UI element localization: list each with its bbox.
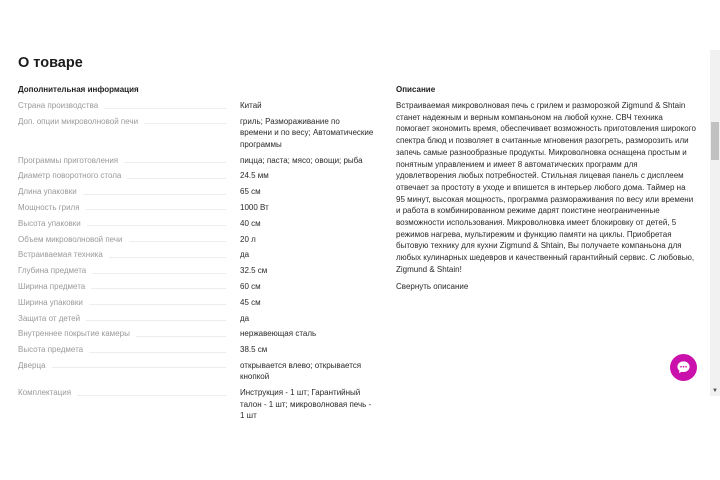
spec-row [18,170,374,182]
spec-value: 1000 Вт [240,202,269,212]
spec-label-cell [18,116,232,128]
spec-label-cell [18,100,232,112]
spec-row [18,116,374,151]
spec-label: Диаметр поворотного стола [18,171,122,181]
spec-label-cell [18,328,232,340]
spec-row [18,100,374,112]
spec-row [18,344,374,356]
spec-row [18,313,374,325]
spec-label-cell [18,249,232,261]
leader-line [89,351,226,353]
spec-label: Доп. опции микроволновой печи [18,116,139,126]
spec-row [18,387,374,422]
spec-label-cell [18,297,232,309]
spec-row [18,218,374,230]
spec-label: Высота упаковки [18,218,81,228]
spec-label-cell [18,281,232,293]
leader-line [104,107,226,109]
leader-line [77,394,226,396]
spec-label: Мощность гриля [18,202,80,212]
spec-row [18,360,374,383]
spec-value: Инструкция - 1 шт; Гарантийный талон - 1 шт; микроволновая печь - 1 шт [240,388,372,421]
spec-label: Комплектация [18,388,72,398]
spec-label-cell [18,387,232,399]
collapse-description-link[interactable]: Свернуть описание [396,281,469,291]
scrollbar[interactable] [710,50,720,396]
spec-label-cell [18,155,232,167]
specs-section [18,84,374,426]
spec-value: Китай [240,101,262,110]
leader-line [136,335,226,337]
spec-label: Ширина упаковки [18,297,83,307]
spec-row [18,249,374,261]
spec-label: Внутреннее покрытие камеры [18,329,130,339]
description-text: Встраиваемая микроволновая печь с грилем и разморозкой Zigmund & Shtain станет надежным и верным компаньоном на любой кухне. СВЧ техника помогает экономить время, обеспечивает возможность приготовления широкого спектра блюд и позволяет в считанные мгновения разогреть, разморозить или запечь самые разнообразные продукты. Микроволновка оснащена простым и понятным управлением и имеет 8 автоматических программ для удовлетворения любых потребностей. Стильная лицевая панель с дисплеем отвечает за простоту в уходе и впишется в интерьер любого дома. Таймер на 95 минут, высокая мощность, программа размораживания по весу или времени и работа в комбинированном режиме дарят поистине неограниченные возможности использования. Микроволновка имеет блокировку от детей, 5 режимов нагрева, мультирежим и функцию памяти на циклы. Приобретая бытовую технику для кухни Zigmund & Shtain, Вы получаете компаньона для любых кулинарных шедевров и качественный гарантийный сервис. С любовью, Zigmund & Shtain! [396,101,696,274]
leader-line [109,256,226,258]
spec-label: Длина упаковки [18,187,77,197]
page-title: О товаре [18,55,83,71]
leader-line [92,272,226,274]
spec-label: Дверца [18,360,46,370]
spec-label: Встраиваемая техника [18,250,103,260]
spec-label: Ширина предмета [18,281,86,291]
spec-value: да [240,250,250,260]
leader-line [52,366,226,368]
chat-bubble-icon [676,360,691,375]
spec-row [18,297,374,309]
leader-line [124,161,226,163]
spec-label-cell [18,313,232,325]
spec-row [18,186,374,198]
spec-label: Защита от детей [18,313,81,323]
spec-label-cell [18,218,232,230]
spec-row [18,265,374,277]
scroll-down-arrow-icon[interactable]: ▼ [712,388,718,394]
leader-line [87,224,226,226]
chat-button[interactable] [670,354,697,381]
spec-label: Глубина предмета [18,266,87,276]
scrollbar-thumb[interactable] [711,122,719,160]
spec-value: пицца; паста; мясо; овощи; рыба [240,155,363,165]
leader-line [91,287,226,289]
description-section [396,84,696,294]
spec-row [18,328,374,340]
leader-line [127,177,226,179]
spec-value: 40 см [240,218,261,228]
spec-value: 65 см [240,187,261,197]
leader-line [89,303,226,305]
leader-line [129,240,227,242]
spec-label-cell [18,344,232,356]
leader-line [86,319,226,321]
spec-label-cell [18,234,232,246]
spec-label-cell [18,265,232,277]
spec-label-cell [18,360,232,372]
spec-label: Страна производства [18,101,99,110]
spec-value: 38.5 см [240,345,268,355]
spec-value: нержавеющая сталь [240,329,317,339]
spec-label-cell [18,202,232,214]
spec-label-cell [18,186,232,198]
spec-value: 32.5 см [240,266,268,276]
spec-label-cell [18,170,232,182]
description-heading: Описание [396,85,436,94]
spec-value: да [240,313,250,323]
spec-row [18,281,374,293]
specs-list [18,100,374,422]
spec-label: Объем микроволновой печи [18,234,123,244]
spec-label: Высота предмета [18,345,84,355]
leader-line [144,122,226,124]
specs-heading: Дополнительная информация [18,85,139,94]
spec-row [18,155,374,167]
leader-line [86,208,226,210]
leader-line [83,193,226,195]
spec-row [18,202,374,214]
spec-value: 45 см [240,297,261,307]
spec-value: открывается влево; открывается кнопкой [240,360,362,382]
spec-value: гриль; Размораживание по времени и по весу; Автоматические программы [240,116,374,149]
spec-value: 20 л [240,234,256,244]
spec-value: 24.5 мм [240,171,269,181]
spec-value: 60 см [240,281,261,291]
spec-label: Программы приготовления [18,155,119,165]
spec-row [18,234,374,246]
